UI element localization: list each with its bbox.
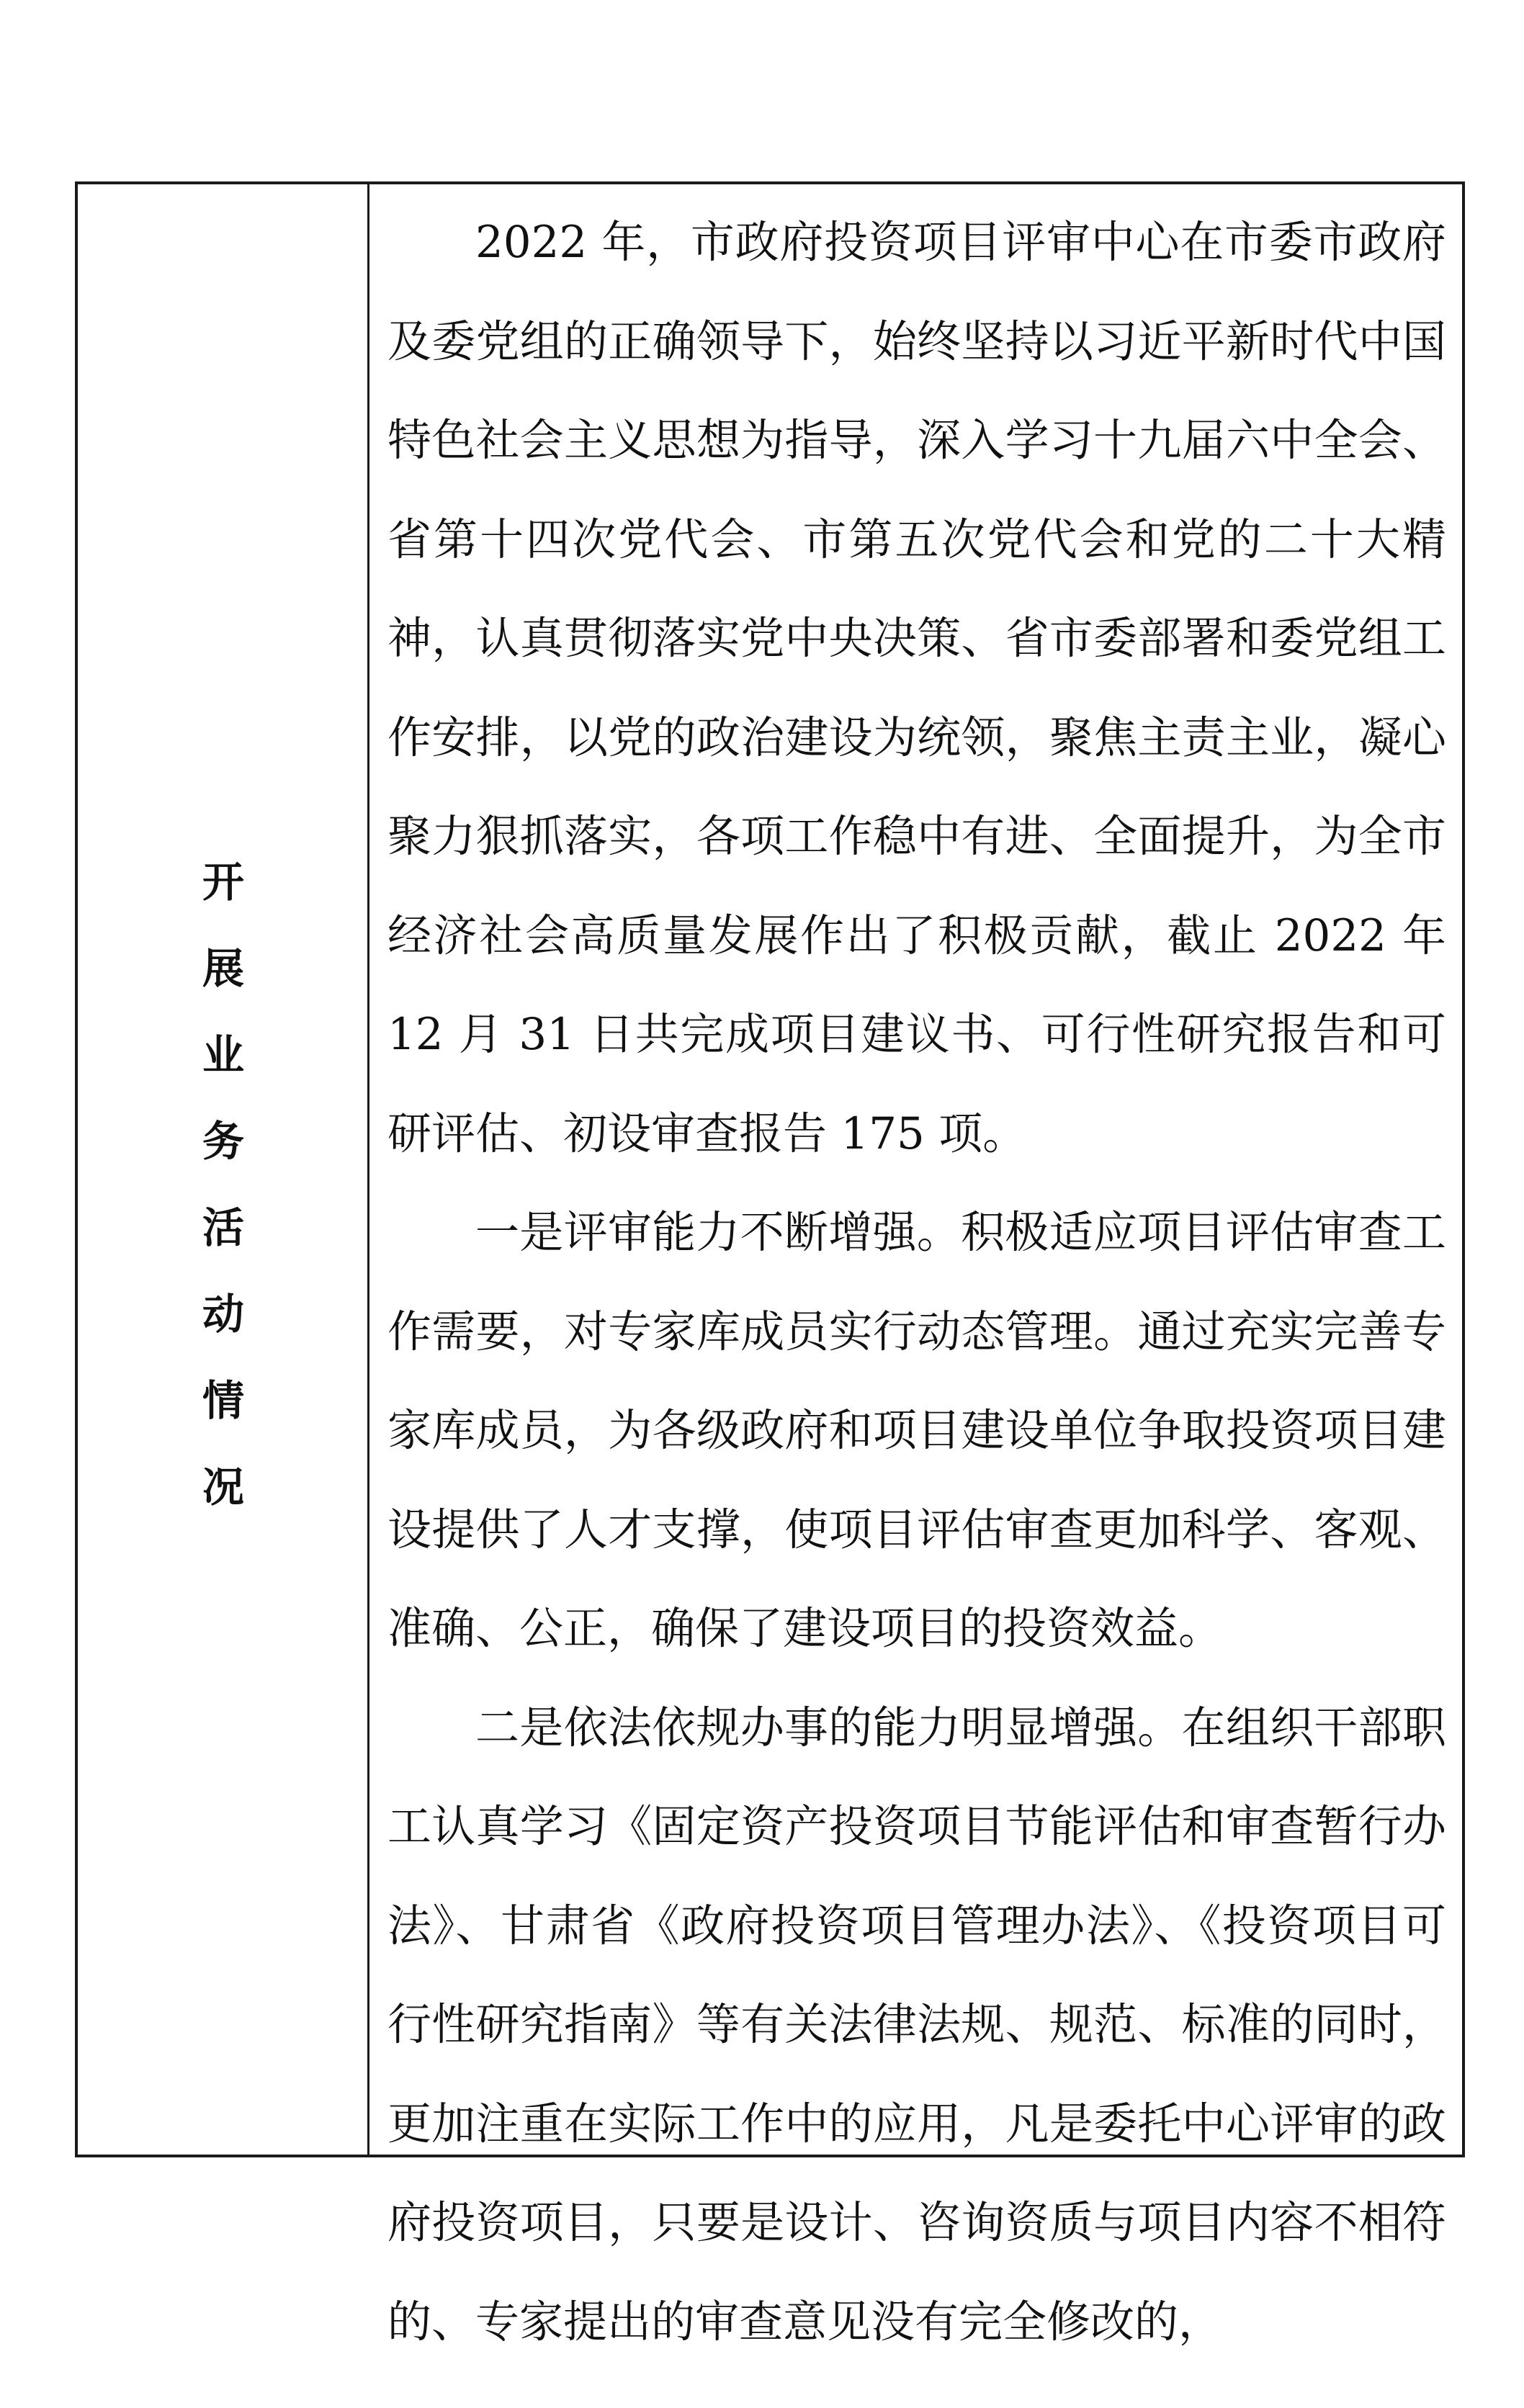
column-divider <box>367 184 369 2155</box>
section-label-char: 业 <box>202 1030 244 1079</box>
paragraph-review-capacity: 一是评审能力不断增强。积极适应项目评估审查工作需要，对专家库成员实行动态管理。通过充实完善专家库成员，为各级政府和项目建设单位争取投资项目建设提供了人才支撑，使项目评估审查更加科学、客观、准确、公正，确保了建设项目的投资效益。 <box>387 1207 1446 1654</box>
section-label-char: 动 <box>202 1290 244 1339</box>
paragraph-compliance: 二是依法依规办事的能力明显增强。在组织干部职工认真学习《固定资产投资项目节能评估和审查暂行办法》、甘肃省《政府投资项目管理办法》、《投资项目可行性研究指南》等有关法律法规、规范、标准的同时，更加注重在实际工作中的应用，凡是委托中心评审的政府投资项目，只要是设计、咨询资质与项目内容不相符的、专家提出的审查意见没有完全修改的， <box>387 1702 1446 2348</box>
report-body <box>387 193 1446 2371</box>
paragraph-overview: 2022 年，市政府投资项目评审中心在市委市政府及委党组的正确领导下，始终坚持以习近平新时代中国特色社会主义思想为指导，深入学习十九届六中全会、省第十四次党代会、市第五次党代会和党的二十大精神，认真贯彻落实党中央决策、省市委部署和委党组工作安排，以党的政治建设为统领，聚焦主责主业，凝心聚力狠抓落实，各项工作稳中有进、全面提升，为全市经济社会高质量发展作出了积极贡献，截止 2022 年 12 月 31 日共完成项目建议书、可行性研究报告和可研评估、初设审查报告 175 项。 <box>387 217 1446 1159</box>
section-label-char: 展 <box>202 944 244 993</box>
section-label-char: 活 <box>202 1203 244 1252</box>
section-label-char: 开 <box>202 858 244 907</box>
section-label <box>180 839 266 1530</box>
section-label-char: 情 <box>202 1376 244 1425</box>
section-label-char: 况 <box>202 1463 244 1511</box>
section-label-char: 务 <box>202 1117 244 1166</box>
